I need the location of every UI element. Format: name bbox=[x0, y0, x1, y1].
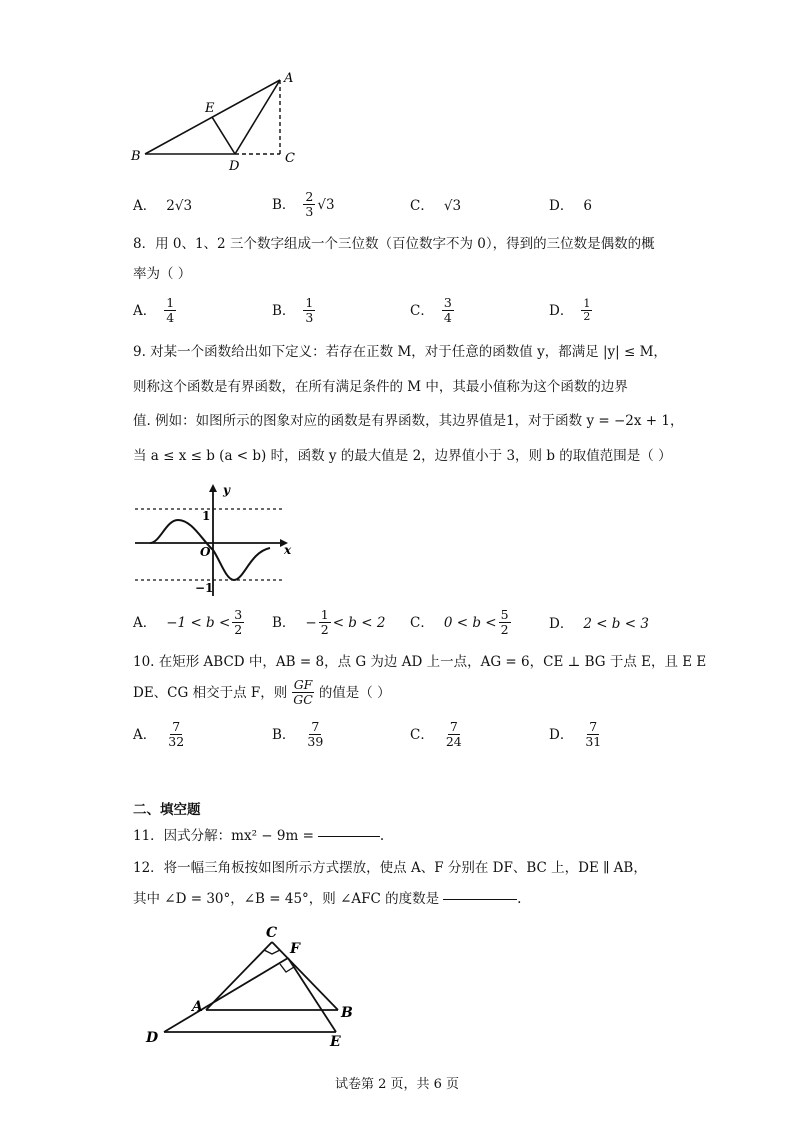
q7-option-d[interactable]: D． 6 bbox=[549, 198, 592, 214]
label-d: D bbox=[229, 159, 240, 174]
label-e2: E bbox=[330, 1034, 341, 1050]
q7-option-b[interactable]: B． $\frac{2}{3}$ √3 bbox=[272, 189, 335, 219]
label-e: E bbox=[205, 101, 215, 116]
q8-option-d[interactable]: D． $\frac{1}{2}$ bbox=[549, 297, 591, 323]
q8-option-a[interactable]: A． $\frac{1}{4}$ bbox=[133, 295, 175, 325]
q12-stem-line1: 12．将一幅三角板按如图所示方式摆放，使点 A、F 分别在 DF、BC 上，DE ∥ AB， bbox=[133, 860, 647, 876]
label-a2: A bbox=[192, 999, 203, 1015]
label-b: B bbox=[131, 149, 141, 164]
q9-option-a[interactable]: A． −1 < b < $\frac{3}{2}$ bbox=[133, 607, 243, 637]
graph-label-minus-one: −1 bbox=[195, 581, 214, 595]
label-a: A bbox=[284, 71, 294, 86]
q9-stem-line4: 当 a ≤ x ≤ b (a < b) 时，函数 y 的最大值是 2，边界值小于 3，则 b 的取值范围是（ ） bbox=[133, 448, 672, 464]
label-c: C bbox=[285, 151, 295, 166]
figure-bounded-function-graph bbox=[130, 480, 295, 600]
q10-stem-line2: DE、CG 相交于点 F，则 $\frac{GF}{GC}$ 的值是（ ） bbox=[133, 677, 391, 707]
q7-option-c[interactable]: C． √3 bbox=[410, 198, 462, 214]
q9-stem-line2: 则称这个函数是有界函数，在所有满足条件的 M 中，其最小值称为这个函数的边界 bbox=[133, 379, 628, 395]
q8-stem-line2: 率为（ ） bbox=[133, 266, 192, 282]
page-footer: 试卷第 2 页，共 6 页 bbox=[334, 1077, 460, 1092]
label-c2: C bbox=[266, 925, 278, 941]
label-b2: B bbox=[341, 1005, 353, 1021]
graph-label-x: x bbox=[284, 543, 292, 557]
q10-stem-line1: 10. 在矩形 ABCD 中，AB = 8，点 G 为边 AD 上一点，AG = 6，CE ⊥ BG 于点 E，且 E E bbox=[133, 654, 707, 670]
section-fill-in-heading: 二、填空题 bbox=[133, 802, 201, 818]
q12-stem-line2: 其中 ∠D = 30°，∠B = 45°，则 ∠AFC 的度数是 . bbox=[133, 891, 522, 907]
q7-option-a[interactable]: A． 2√3 bbox=[133, 198, 193, 214]
q9-option-c[interactable]: C． 0 < b < $\frac{5}{2}$ bbox=[410, 607, 509, 637]
graph-label-one: 1 bbox=[202, 509, 211, 523]
q12-answer-blank[interactable] bbox=[443, 899, 517, 900]
q9-option-b[interactable]: B． − $\frac{1}{2}$ < b < 2 bbox=[272, 607, 386, 637]
q10-option-c[interactable]: C． $\frac{7}{24}$ bbox=[410, 719, 462, 749]
label-f: F bbox=[290, 941, 300, 957]
figure-set-squares bbox=[140, 920, 365, 1050]
q10-option-b[interactable]: B． $\frac{7}{39}$ bbox=[272, 719, 324, 749]
q11-stem: 11．因式分解：mx² − 9m = . bbox=[133, 828, 385, 844]
q8-stem-line1: 8．用 0、1、2 三个数字组成一个三位数（百位数字不为 0），得到的三位数是偶数的概 bbox=[133, 236, 655, 252]
q9-stem-line1: 9. 对某一个函数给出如下定义：若存在正数 M，对于任意的函数值 y，都满足 |y| ≤ M， bbox=[133, 344, 667, 360]
graph-label-origin: O bbox=[200, 545, 211, 559]
q8-option-b[interactable]: B． $\frac{1}{3}$ bbox=[272, 295, 314, 325]
q8-option-c[interactable]: C． $\frac{3}{4}$ bbox=[410, 295, 452, 325]
q9-stem-line3: 值. 例如：如图所示的图象对应的函数是有界函数，其边界值是1，对于函数 y = −2x + 1， bbox=[133, 413, 684, 429]
q10-option-d[interactable]: D． $\frac{7}{31}$ bbox=[549, 719, 602, 749]
label-d2: D bbox=[146, 1030, 159, 1046]
figure-triangle-abc bbox=[125, 68, 305, 178]
q9-option-d[interactable]: D． 2 < b < 3 bbox=[549, 616, 649, 632]
q10-option-a[interactable]: A． $\frac{7}{32}$ bbox=[133, 719, 185, 749]
graph-label-y: y bbox=[223, 483, 230, 497]
q11-answer-blank[interactable] bbox=[318, 836, 380, 837]
